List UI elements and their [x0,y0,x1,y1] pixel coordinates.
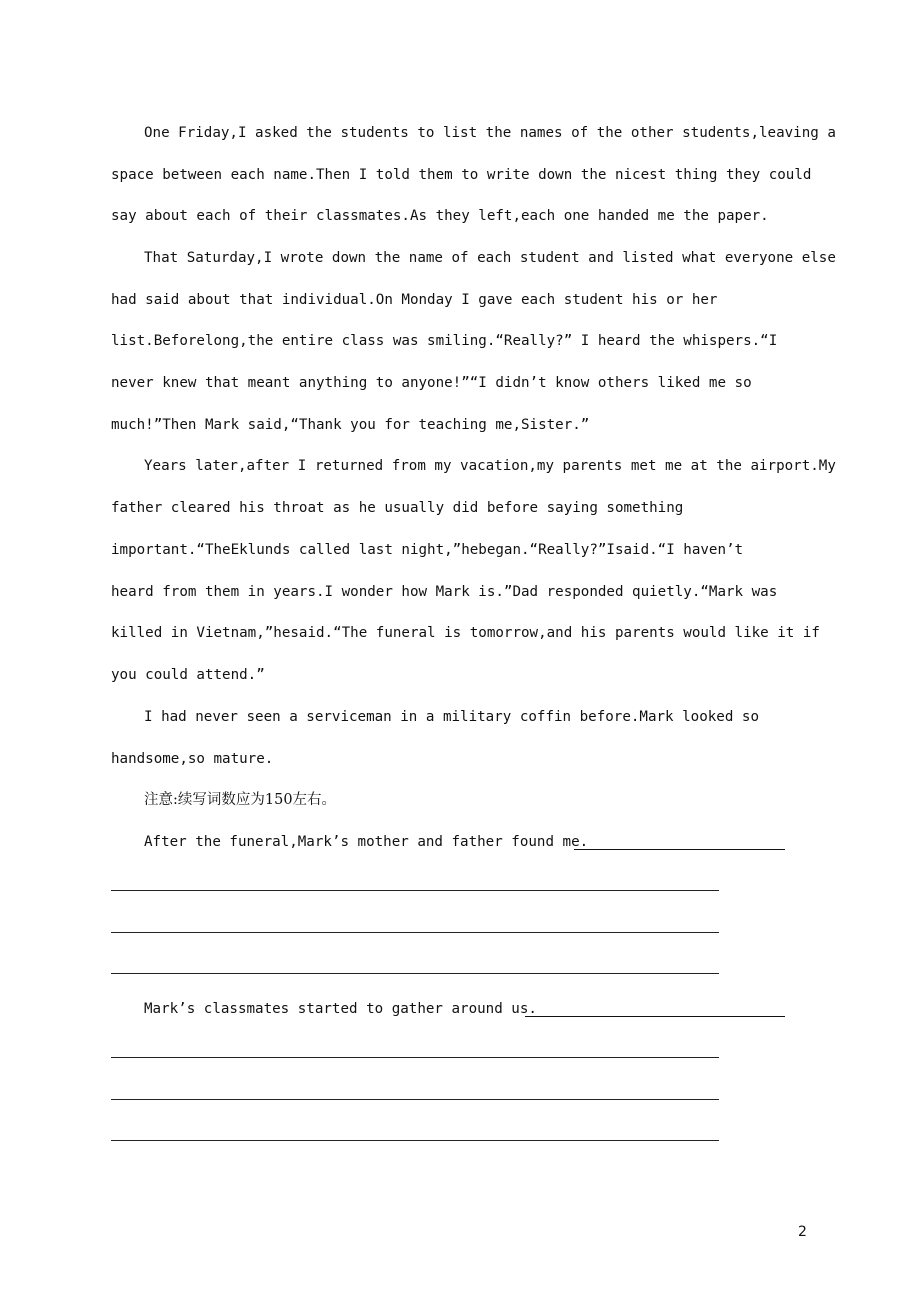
p3-line-5: killed in Vietnam,”hesaid.“The funeral is tomorrow,and his parents would like it if [111,625,820,641]
p3-line-6: you could attend.” [111,667,265,683]
p3-line-1: Years later,after I returned from my vacation,my parents met me at the airport.My [144,458,836,474]
p2-line-2: had said about that individual.On Monday I gave each student his or her [111,292,718,308]
page-number: 2 [798,1224,807,1240]
p1-line-1: One Friday,I asked the students to list the names of the other students,leaving a [144,125,836,141]
answer-line-1c[interactable] [111,973,719,974]
p2-line-4: never knew that meant anything to anyone!”“I didn’t know others liked me so [111,375,752,391]
p4-line-1: I had never seen a serviceman in a military coffin before.Mark looked so [144,709,759,725]
p4-line-2: handsome,so mature. [111,751,274,767]
word-count-note: 注意:续写词数应为150左右。 [144,792,337,808]
p2-line-5: much!”Then Mark said,“Thank you for teaching me,Sister.” [111,417,590,433]
answer-line-1a[interactable] [111,890,719,891]
answer-line-2c[interactable] [111,1140,719,1141]
p3-line-3: important.“TheEklunds called last night,”hebegan.“Really?”Isaid.“I haven’t [111,542,744,558]
answer-line-2b[interactable] [111,1099,719,1100]
p3-line-4: heard from them in years.I wonder how Mark is.”Dad responded quietly.“Mark was [111,584,778,600]
p1-line-2: space between each name.Then I told them to write down the nicest thing they could [111,167,812,183]
answer-line-2a[interactable] [111,1057,719,1058]
p3-line-2: father cleared his throat as he usually did before saying something [111,500,684,516]
continuation-prompt-1: After the funeral,Mark’s mother and father found me. [144,834,589,850]
p1-line-3: say about each of their classmates.As they left,each one handed me the paper. [111,208,769,224]
p2-line-1: That Saturday,I wrote down the name of each student and listed what everyone else [144,250,836,266]
answer-blank-2-inline[interactable] [525,1016,785,1017]
answer-blank-1-inline[interactable] [574,849,785,850]
p2-line-3: list.Beforelong,the entire class was smiling.“Really?” I heard the whispers.“I [111,333,778,349]
continuation-prompt-2: Mark’s classmates started to gather around us. [144,1001,537,1017]
answer-line-1b[interactable] [111,932,719,933]
